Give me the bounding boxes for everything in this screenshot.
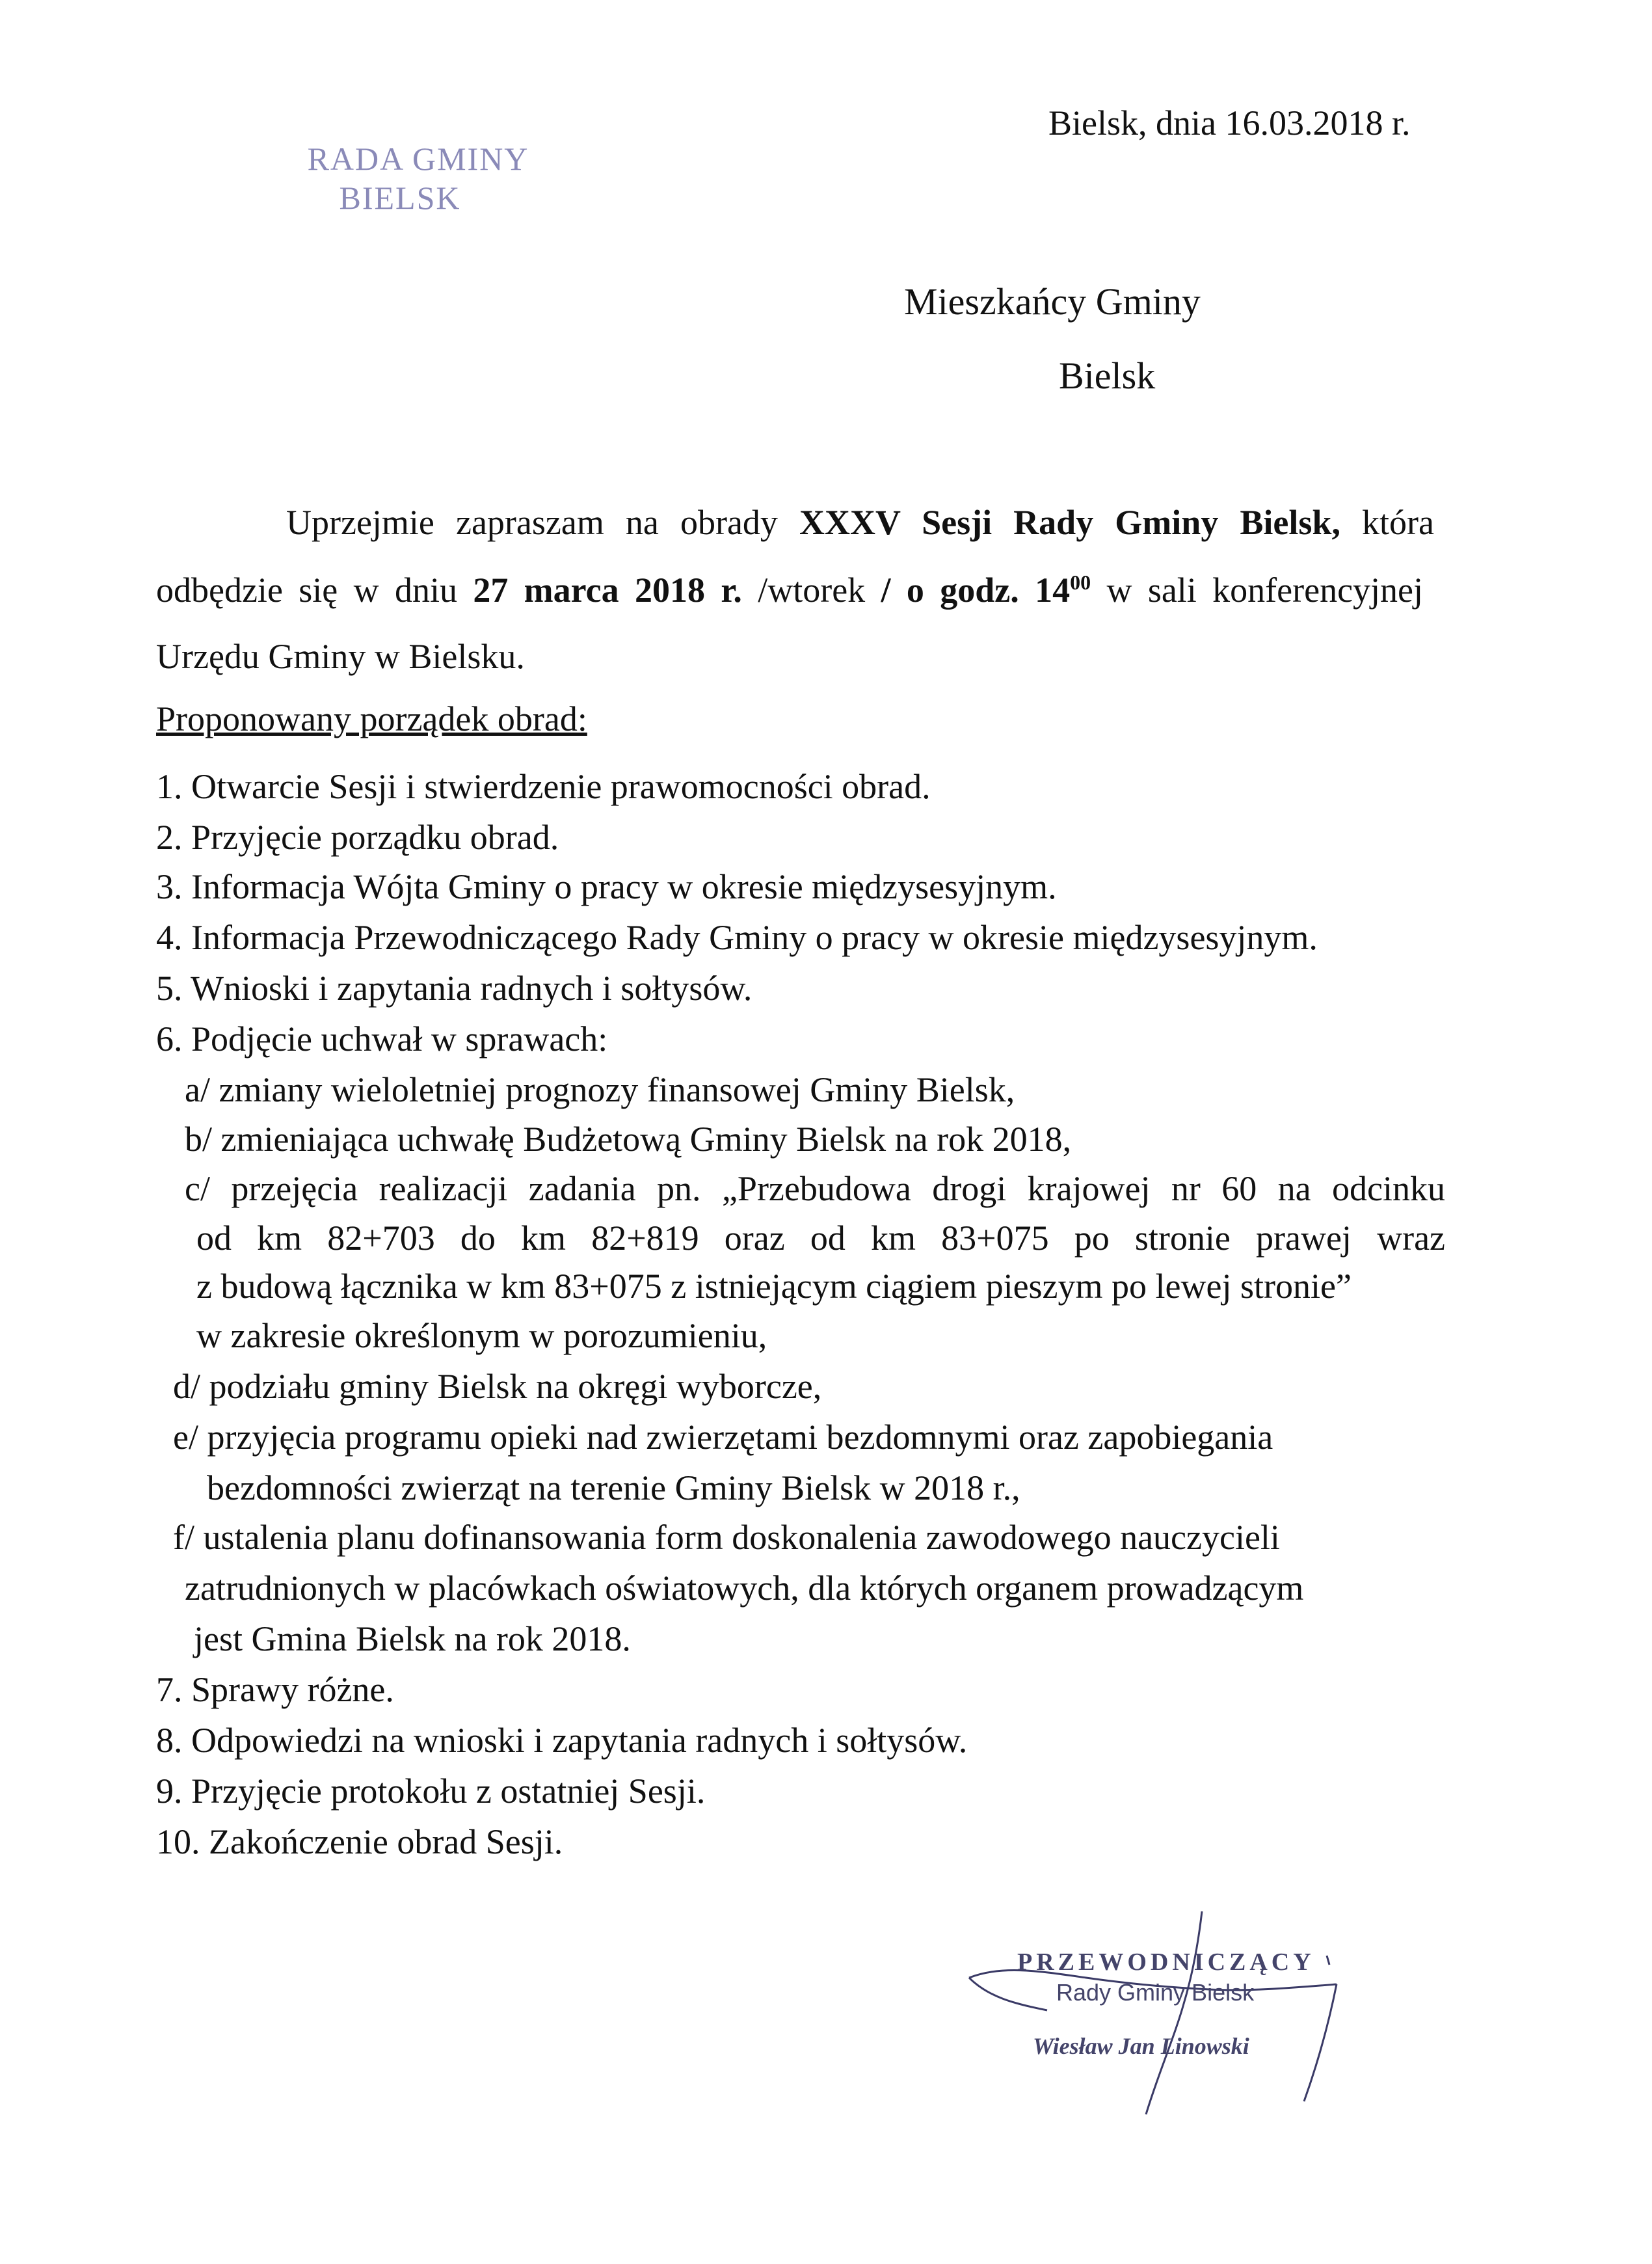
agenda-item: 6. Podjęcie uchwał w sprawach: <box>156 1019 608 1058</box>
agenda-item: 4. Informacja Przewodniczącego Rady Gminy o pracy w okresie międzysesyjnym. <box>156 918 1318 957</box>
agenda-item: 7. Sprawy różne. <box>156 1670 394 1709</box>
intro-line-1 <box>286 505 1434 540</box>
agenda-item: 9. Przyjęcie protokołu z ostatniej Sesji. <box>156 1772 706 1811</box>
session-time-minutes: 00 <box>1070 571 1091 594</box>
agenda-subitem: f/ ustalenia planu dofinansowania form doskonalenia zawodowego nauczycieli <box>173 1518 1280 1557</box>
addressee-line-2: Bielsk <box>1059 355 1156 397</box>
agenda-item: 2. Przyjęcie porządku obrad. <box>156 818 559 857</box>
intro-line-2 <box>156 573 1423 608</box>
agenda-item: 1. Otwarcie Sesji i stwierdzenie prawomocności obrad. <box>156 767 931 806</box>
institution-stamp <box>278 139 558 217</box>
agenda-item: 10. Zakończenie obrad Sesji. <box>156 1822 563 1861</box>
intro-text: Uprzejmie zapraszam na obrady <box>286 503 799 542</box>
intro-text: odbędzie się w dniu <box>156 571 473 610</box>
signature-scribble <box>963 1906 1353 2127</box>
agenda-subitem-cont: jest Gmina Bielsk na rok 2018. <box>194 1619 631 1658</box>
session-name: XXXV Sesji Rady Gminy Bielsk, <box>799 503 1340 542</box>
intro-line-3: Urzędu Gminy w Bielsku. <box>156 637 525 676</box>
session-date: 27 marca 2018 r. <box>473 571 742 610</box>
signature-title: PRZEWODNICZĄCY <box>1017 1948 1315 1976</box>
agenda-subitem-cont <box>196 1220 1445 1256</box>
agenda-subitem-cont: w zakresie określonym w porozumieniu, <box>196 1316 767 1355</box>
intro-text: w sali konferencyjnej <box>1091 571 1424 610</box>
intro-text: która <box>1340 503 1434 542</box>
agenda-subitem: d/ podziału gminy Bielsk na okręgi wyborcze, <box>173 1367 822 1406</box>
stamp-line-2: BIELSK <box>339 180 461 216</box>
agenda-subitem-cont: bezdomności zwierząt na terenie Gminy Bielsk w 2018 r., <box>207 1468 1020 1507</box>
agenda-subitem-line: od km 82+703 do km 82+819 oraz od km 83+075 po stronie prawej wraz <box>196 1219 1445 1258</box>
signature-body: Rady Gminy Bielsk <box>1056 1979 1255 2006</box>
agenda-heading: Proponowany porządek obrad: <box>156 699 587 738</box>
date-line: Bielsk, dnia 16.03.2018 r. <box>1048 103 1411 142</box>
agenda-subitem-cont: z budową łącznika w km 83+075 z istniejącym ciągiem pieszym po lewej stronie” <box>196 1267 1352 1306</box>
session-time-label: / o godz. 14 <box>881 571 1071 610</box>
signature-name: Wiesław Jan Linowski <box>1033 2033 1249 2059</box>
agenda-subitem: b/ zmieniająca uchwałę Budżetową Gminy Bielsk na rok 2018, <box>185 1120 1072 1159</box>
agenda-item: 5. Wnioski i zapytania radnych i sołtysów. <box>156 969 753 1008</box>
addressee-line-1: Mieszkańcy Gminy <box>904 280 1201 323</box>
agenda-subitem-cont: zatrudnionych w placówkach oświatowych, dla których organem prowadzącym <box>185 1569 1304 1608</box>
stamp-line-1: RADA GMINY <box>307 141 529 177</box>
agenda-subitem: e/ przyjęcia programu opieki nad zwierzętami bezdomnymi oraz zapobiegania <box>173 1418 1273 1457</box>
session-time <box>881 571 1091 610</box>
agenda-item: 3. Informacja Wójta Gminy o pracy w okresie międzysesyjnym. <box>156 867 1057 906</box>
signature-stamp <box>963 1906 1353 2127</box>
agenda-subitem-line: c/ przejęcia realizacji zadania pn. „Przebudowa drogi krajowej nr 60 na odcinku <box>185 1169 1445 1208</box>
agenda-item: 8. Odpowiedzi na wnioski i zapytania radnych i sołtysów. <box>156 1721 968 1760</box>
agenda-subitem: a/ zmiany wieloletniej prognozy finansowej Gminy Bielsk, <box>185 1070 1015 1109</box>
intro-text: /wtorek <box>741 571 881 610</box>
agenda-subitem <box>185 1171 1445 1206</box>
